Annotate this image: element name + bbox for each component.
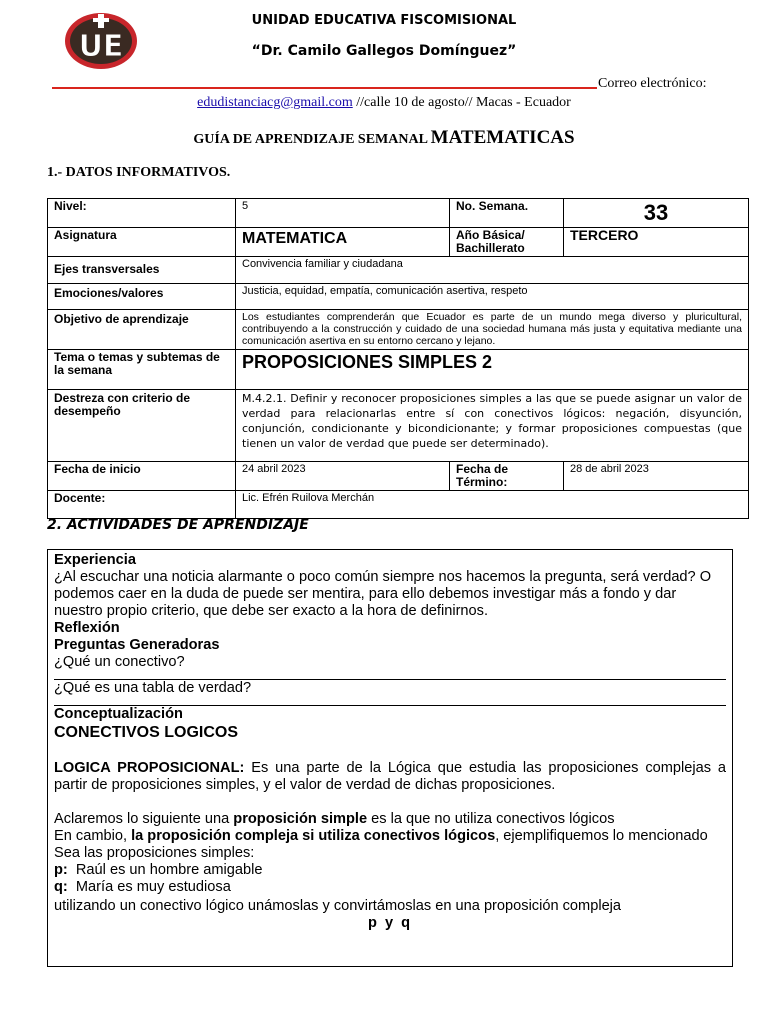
inicio-label: Fecha de inicio (48, 462, 236, 491)
info-table (47, 198, 749, 519)
p-label: p: (54, 862, 68, 878)
sean-text: Sea las proposiciones simples: (54, 845, 255, 861)
tema-label: Tema o temas y subtemas de la semana (48, 350, 236, 390)
objetivo-label: Objetivo de aprendizaje (48, 310, 236, 350)
address-line (0, 95, 768, 111)
pyq-text: p y q (367, 915, 413, 931)
email-link[interactable]: edudistanciacg@gmail.com (197, 95, 353, 110)
question-1: ¿Qué un conectivo? (54, 654, 185, 670)
aclaremos-pre: Aclaremos lo siguiente una (54, 811, 234, 827)
asignatura-label: Asignatura (48, 228, 236, 257)
question-2: ¿Qué es una tabla de verdad? (54, 680, 252, 696)
table-row (48, 257, 749, 284)
answer-line-1[interactable] (54, 671, 726, 680)
inicio-value: 24 abril 2023 (236, 462, 450, 491)
table-row (48, 199, 749, 228)
asignatura-value: MATEMATICA (242, 230, 348, 247)
aclaremos-post: es la que no utiliza conectivos lógicos (367, 811, 615, 827)
spacer (54, 743, 726, 760)
email-label: Correo electrónico: (598, 76, 707, 91)
nivel-label: Nivel: (48, 199, 236, 228)
section-1-title: 1.- DATOS INFORMATIVOS. (47, 165, 231, 180)
cambio-post: , ejemplifiquemos lo mencionado (495, 828, 708, 844)
preguntas-title: Preguntas Generadoras (54, 637, 220, 653)
tema-cell (236, 350, 749, 390)
p-line (54, 862, 726, 879)
experiencia-title: Experiencia (54, 552, 136, 568)
aclaremos-bold: proposición simple (233, 811, 368, 827)
q-text: María es muy estudiosa (67, 879, 231, 895)
table-row (48, 350, 749, 390)
semana-label: No. Semana. (450, 199, 564, 228)
anio-value: TERCERO (570, 227, 639, 243)
guide-prefix: GUÍA DE APRENDIZAJE SEMANAL (193, 132, 431, 147)
activities-box (47, 549, 733, 967)
table-row (48, 228, 749, 257)
emociones-value: Justicia, equidad, empatía, comunicación asertiva, respeto (236, 284, 749, 310)
aclaremos-paragraph (54, 811, 726, 828)
p-text: Raúl es un hombre amigable (67, 862, 263, 878)
cambio-bold: la proposición compleja si utiliza conectivos lógicos (131, 828, 496, 844)
q-line (54, 879, 726, 896)
table-row (48, 462, 749, 491)
emociones-label: Emociones/valores (48, 284, 236, 310)
spacer (54, 794, 726, 811)
logica-text: Es una parte de la Lógica que estudia las proposiciones complejas a partir de proposiciones simples, y el valor de verdad de dichas proposiciones. (54, 760, 727, 793)
cambio-paragraph (54, 828, 726, 845)
termino-label: Fecha de Término: (450, 462, 564, 491)
utilizando-text: utilizando un conectivo lógico unámoslas y convirtámoslas en una proposición compleja (54, 898, 622, 914)
docente-label: Docente: (48, 491, 236, 519)
tema-value: PROPOSICIONES SIMPLES 2 (242, 352, 493, 372)
logica-label: LOGICA PROPOSICIONAL: (54, 760, 245, 776)
termino-value: 28 de abril 2023 (564, 462, 749, 491)
docente-value: Lic. Efrén Ruilova Merchán (236, 491, 749, 519)
q-label: q: (54, 879, 68, 895)
guide-subject: MATEMATICAS (430, 127, 575, 148)
anio-cell (564, 228, 749, 257)
school-name: “Dr. Camilo Gallegos Domínguez” (251, 43, 517, 59)
concept-heading: CONECTIVOS LOGICOS (54, 724, 239, 741)
destreza-label: Destreza con criterio de desempeño (48, 390, 236, 462)
anio-label: Año Básica/ Bachillerato (450, 228, 564, 257)
ejes-value: Convivencia familiar y ciudadana (236, 257, 749, 284)
table-row (48, 310, 749, 350)
nivel-value: 5 (236, 199, 450, 228)
answer-line-2[interactable] (54, 697, 726, 706)
address-text: //calle 10 de agosto// Macas - Ecuador (352, 95, 571, 110)
experiencia-text: ¿Al escuchar una noticia alarmante o poco común siempre nos hacemos la pregunta, será verdad? O podemos caer en la duda de puede ser mentira, para ello debemos investigar más a fondo y dar nuestro propio criterio, que debe ser exacto a la hora de definirnos. (54, 569, 712, 619)
semana-cell (564, 199, 749, 228)
logica-paragraph (54, 760, 726, 794)
section-2-title: 2. ACTIVIDADES DE APRENDIZAJE (47, 517, 309, 533)
reflexion-title: Reflexión (54, 620, 120, 636)
objetivo-value: Los estudiantes comprenderán que Ecuador es parte de un mundo mega diverso y pluricultural, contribuyendo a la construcción y cuidado de una sociedad humana más justa y equitativa mediante una comunicación asertiva en su entorno cercano y lejano. (236, 310, 749, 350)
guide-title (0, 127, 768, 149)
semana-value: 33 (643, 200, 669, 225)
table-row (48, 284, 749, 310)
header-rule (52, 87, 597, 89)
cambio-pre: En cambio, (54, 828, 132, 844)
asignatura-cell (236, 228, 450, 257)
table-row (48, 491, 749, 519)
concept-title: Conceptualización (54, 706, 183, 722)
ejes-label: Ejes transversales (48, 257, 236, 284)
destreza-cell (236, 390, 749, 462)
table-row (48, 390, 749, 462)
destreza-value: M.4.2.1. Definir y reconocer proposiciones simples a las que se puede asignar un valor de verdad para relacionarlas entre sí con conectivos lógicos: negación, disyunción, conjunción, condicionante y bicondicionante; y formar proposiciones compuestas (que tienen un valor de verdad que puede ser determinado). (242, 392, 742, 450)
institution-name: UNIDAD EDUCATIVA FISCOMISIONAL (251, 13, 517, 28)
logo-text: UE (78, 29, 124, 64)
